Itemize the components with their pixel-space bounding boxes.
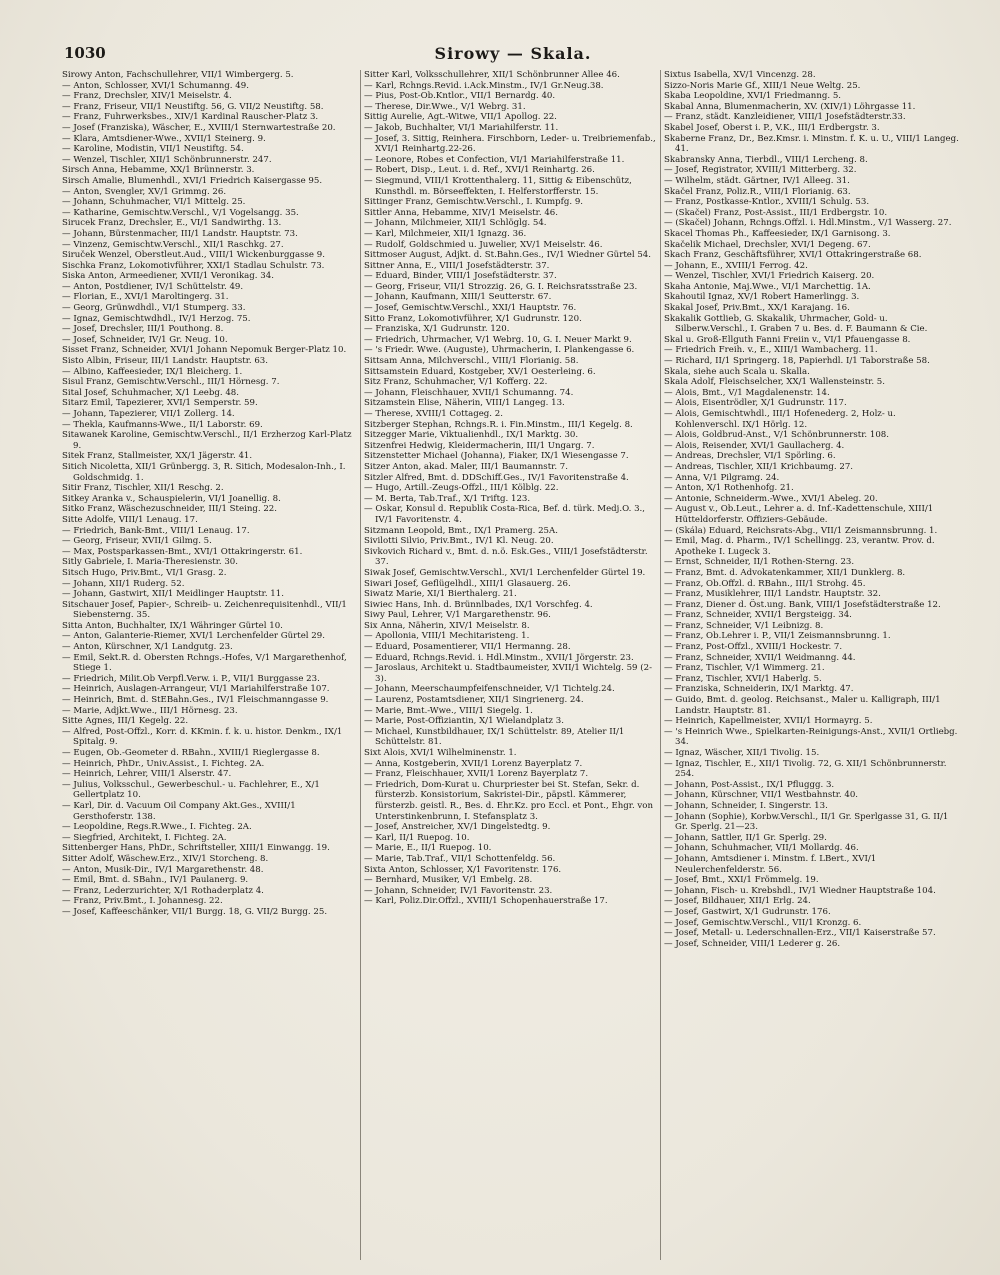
directory-entry: — Alois, Eisentrödler, X/1 Gudrunstr. 117. (664, 398, 847, 409)
directory-entry: — Ignaz, Gemischtwdhdl., IV/1 Herzog. 75. (62, 313, 251, 324)
directory-entry: — Josef, Schneider, IV/1 Gr. Neug. 10. (62, 334, 228, 345)
directory-entry: — Josef, Anstreicher, XV/1 Dingelstedtg. 9. (364, 822, 551, 833)
directory-entry: Sitzenstetter Michael (Johanna), Fiaker, IX/1 Wiesengasse 7. (364, 451, 629, 462)
directory-entry: Sirsch Amalie, Blumenhdl., XVI/1 Friedrich Kaisergasse 95. (62, 175, 323, 186)
directory-entry: — Johann, Schuhmacher, VII/1 Mollardg. 46. (664, 843, 859, 854)
directory-entry: Sitz Franz, Schuhmacher, V/1 Kofferg. 22. (364, 377, 548, 388)
page-number: 1030 (64, 44, 106, 62)
directory-entry: — Laurenz, Postamtsdiener, XII/1 Singrienerg. 24. (364, 695, 584, 706)
directory-entry: — Friedrich, Uhrmacher, V/1 Webrg. 10, G. I. Neuer Markt 9. (364, 334, 632, 345)
directory-entry: Sitek Franz, Stallmeister, XX/1 Jägerstr. 41. (62, 451, 253, 462)
directory-entry: — Josef, Schneider, VIII/1 Lederer g. 26. (664, 938, 841, 949)
directory-entry: Skačel Franz, Poliz.R., VIII/1 Florianig. 63. (664, 186, 851, 197)
directory-entry: — (Skačel) Franz, Post-Assist., III/1 Erdbergstr. 10. (664, 207, 888, 218)
directory-entry: Sisul Franz, Gemischtw.Verschl., III/1 Hörnesg. 7. (62, 377, 280, 388)
directory-entry: — Heinrich, PhDr., Univ.Assist., I. Fichteg. 2A. (62, 758, 265, 769)
directory-entry: — Therese, XVIII/1 Cottageg. 2. (364, 409, 503, 419)
directory-entry: — Heinrich, Bmt. d. StEBahn.Ges., IV/1 Fleischmanngasse 9. (62, 695, 329, 706)
directory-entry: — Alois, Gemischtwhdl., III/1 Hofenederg. 2, Holz- u. Kohlenverschl. IX/1 Hörlg. 12. (664, 409, 896, 430)
directory-entry: — Josef, Gastwirt, X/1 Gudrunstr. 176. (664, 906, 831, 917)
column-divider (660, 70, 661, 1260)
directory-entry: — Anton, Galanterie-Riemer, XVI/1 Lerchenfelder Gürtel 29. (62, 631, 325, 642)
directory-entry: — Josef, Drechsler, III/1 Pouthong. 8. (62, 324, 224, 335)
directory-entry: — Emil, Bmt. d. SBahn., IV/1 Paulanerg. 9. (62, 875, 249, 886)
directory-entry: Sizzo-Noris Marie Gf., XIII/1 Neue Weltg. 25. (664, 80, 861, 91)
directory-entry: — Franz, Post-Offzl., XVIII/1 Hockestr. 7. (664, 642, 843, 653)
directory-entry: — Franz, Ob.Offzl. d. RBahn., III/1 Strohg. 45. (664, 578, 866, 589)
directory-entry: Siwatz Marie, XI/1 Bierthalerg. 21. (364, 589, 517, 600)
directory-entry: — Vinzenz, Gemischtw.Verschl., XII/1 Raschkg. 27. (62, 239, 284, 250)
directory-entry: Sitly Gabriele, I. Maria-Theresienstr. 30. (62, 557, 238, 568)
directory-entry: — Thekla, Kaufmanns-Wwe., II/1 Laborstr. 69. (62, 419, 263, 430)
directory-entry: — Leonore, Robes et Confection, VI/1 Mariahilferstraße 11. (364, 154, 625, 165)
directory-entry: Skach Franz, Geschäftsführer, XVI/1 Ottakringerstraße 68. (664, 250, 922, 261)
directory-entry: — Anton, Musik-Dir., IV/1 Margarethenstr. 48. (62, 864, 264, 875)
directory-entry: — Andreas, Tischler, XII/1 Krichbaumg. 27. (664, 461, 854, 472)
directory-entry: Skaha Antonie, Maj.Wwe., VI/1 Marchettig. 1A. (664, 281, 871, 292)
directory-entry: — (Skála) Eduard, Reichsrats-Abg., VII/1 Zeismannsbrunng. 1. (664, 525, 938, 536)
directory-entry: — Franz, Tischler, XVI/1 Haberlg. 5. (664, 673, 822, 684)
directory-entry: — Josef, Kaffeeschänker, VII/1 Burgg. 18, G. VII/2 Burgg. 25. (62, 906, 328, 917)
directory-entry: Sirowy Anton, Fachschullehrer, VII/1 Wimbergerg. 5. (62, 70, 294, 80)
directory-entry: — Georg, Friseur, VII/1 Strozzig. 26, G. I. Reichsratsstraße 23. (364, 281, 638, 292)
directory-entry: — Johann, XII/1 Ruderg. 52. (62, 578, 185, 589)
directory-entry: Six Anna, Näherin, XIV/1 Meiselstr. 8. (364, 620, 530, 631)
directory-entry: — Johann (Sophie), Korbw.Verschl., II/1 Gr. Sperlgasse 31, G. II/1 Gr. Sperlg. 21—23. (664, 811, 949, 833)
directory-entry: — 's Friedr. Wwe. (Auguste), Uhrmacherin, I. Plankengasse 6. (364, 345, 635, 356)
directory-entry: — Josef, Bildhauer, XII/1 Erlg. 24. (664, 896, 811, 907)
directory-entry: — Friedrich, Dom-Kurat u. Churpriester bei St. Stefan, Sekr. d. fürsterzb. Konsistorium, Sakristei-Dir., päpstl. Kämmerer, fürsterzb. geistl. R., Bes. d. Ehr.Kz. pro Eccl. et Pont., Ehgr. von Unterstinkenbrunn, I. Stefansplatz 3. (364, 779, 653, 822)
directory-entry: — Karl, Milchmeier, XII/1 Ignazg. 36. (364, 228, 527, 239)
directory-entry: — Franz, Musiklehrer, III/1 Landstr. Hauptstr. 32. (664, 589, 881, 600)
directory-entry: Sittig Aurelie, Agt.-Witwe, VII/1 Apollog. 22. (364, 112, 557, 123)
directory-entry: Sitschauer Josef, Papier-, Schreib- u. Zeichenrequisitenhdl., VII/1 Siebensterng. 35. (62, 599, 347, 621)
directory-entry: — Johann, Tapezierer, VII/1 Zollerg. 14. (62, 409, 235, 419)
directory-entry: Sitter Karl, Volksschullehrer, XII/1 Schönbrunner Allee 46. (364, 70, 620, 80)
directory-entry: — Johann, Bürstenmacher, III/1 Landstr. Hauptstr. 73. (62, 228, 298, 239)
directory-entry: — Johann, Schuhmacher, VI/1 Mittelg. 25. (62, 197, 246, 208)
directory-entry: — Anton, Kürschner, X/1 Landgutg. 23. (62, 642, 233, 653)
directory-entry: Sittsam Anna, Milchverschl., VIII/1 Florianig. 58. (364, 356, 579, 367)
directory-entry: — Franz, Postkasse-Kntlor., XVIII/1 Schulg. 53. (664, 197, 870, 208)
directory-entry: — Alois, Bmt., V/1 Magdalenenstr. 14. (664, 387, 830, 398)
column-divider (360, 70, 361, 1260)
directory-entry: — Franz, Drechsler, XIV/1 Meiselstr. 4. (62, 91, 232, 102)
directory-entry: — Andreas, Drechsler, VI/1 Spörling. 6. (664, 451, 836, 462)
directory-entry: — Karl, II/1 Ruepog. 10. (364, 832, 470, 843)
directory-entry: Sivilotti Silvio, Priv.Bmt., IV/1 Kl. Neug. 20. (364, 536, 554, 547)
directory-entry: — Apollonia, VIII/1 Mechitaristeng. 1. (364, 631, 530, 642)
directory-entry: — Wilhelm, städt. Gärtner, IV/1 Alleeg. 31. (664, 175, 850, 186)
directory-entry: Sisto Albin, Friseur, III/1 Landstr. Hauptstr. 63. (62, 356, 268, 367)
directory-entry: — Franziska, X/1 Gudrunstr. 120. (364, 324, 510, 335)
directory-entry: Siwak Josef, Gemischtw.Verschl., XVI/1 Lerchenfelder Gürtel 19. (364, 567, 646, 578)
directory-entry: Sitzenfrei Hedwig, Kleidermacherin, III/1 Ungarg. 7. (364, 440, 595, 451)
column-2 (364, 70, 660, 1260)
directory-entry: — Friedrich Freih. v., E., XIII/1 Wambacherg. 11. (664, 345, 878, 356)
directory-entry: Skabal Anna, Blumenmacherin, XV. (XIV/1) Löhrgasse 11. (664, 101, 916, 112)
directory-entry: Skakalik Gottlieb, G. Skakalik, Uhrmacher, Gold- u. Silberw.Verschl., I. Graben 7 u. Bes. d. F. Baumann & Cie. (664, 313, 928, 335)
directory-entry: — Emil, Mag. d. Pharm., IV/1 Schellingg. 23, verantw. Prov. d. Apotheke I. Lugeck 3. (664, 536, 935, 557)
directory-entry: — Klara, Amtsdiener-Wwe., XVII/1 Steinerg. 9. (62, 133, 266, 144)
directory-entry: — Eduard, Posamentierer, VII/1 Hermanng. 28. (364, 642, 571, 653)
directory-entry: — Johann, Post-Assist., IX/1 Pfluggg. 3. (664, 779, 835, 790)
directory-entry: Sixt Alois, XVI/1 Wilhelminenstr. 1. (364, 748, 517, 758)
directory-entry: — Guido, Bmt. d. geolog. Reichsanst., Maler u. Kalligraph, III/1 Landstr. Hauptstr. 81. (664, 695, 941, 716)
page-header (64, 44, 962, 66)
directory-entry: Skahoutil Ignaz, XV/1 Robert Hamerlingg. 3. (664, 292, 860, 303)
directory-entry: — Franz, städt. Kanzleidiener, VIII/1 Josefstädterstr.33. (664, 112, 906, 123)
directory-entry: — Anton, Postdiener, IV/1 Schüttelstr. 49. (62, 281, 244, 292)
directory-entry: — M. Berta, Tab.Traf., X/1 Triftg. 123. (364, 493, 531, 504)
directory-entry: — Friedrich, Bank-Bmt., VIII/1 Lenaug. 17. (62, 525, 250, 536)
directory-entry: Sitzler Alfred, Bmt. d. DDSchiff.Ges., IV/1 Favoritenstraße 4. (364, 472, 629, 483)
directory-entry: — Marie, Adjkt.Wwe., III/1 Hörnesg. 23. (62, 705, 238, 716)
directory-entry: Sittner Anna, E., VIII/1 Josefstädterstr. 37. (364, 260, 550, 271)
directory-entry: Sitto Franz, Lokomotivführer, X/1 Gudrunstr. 120. (364, 313, 582, 324)
directory-entry: — Therese, Dir.Wwe., V/1 Webrg. 31. (364, 101, 526, 112)
directory-entry: Skabel Josef, Oberst i. P., V.K., III/1 Erdbergstr. 3. (664, 122, 880, 133)
directory-entry: — Eugen, Ob.-Geometer d. RBahn., XVIII/1 Rieglergasse 8. (62, 748, 320, 758)
page-title: Sirowy — Skala. (434, 44, 592, 63)
directory-entry: — Michael, Kunstbildhauer, IX/1 Schüttelstr. 89, Atelier II/1 Schüttelstr. 81. (364, 726, 625, 748)
directory-entry: — Franz, Priv.Bmt., I. Johannesg. 22. (62, 896, 223, 907)
directory-entry: — Franz, Diener d. Öst.ung. Bank, VIII/1 Josefstädterstraße 12. (664, 599, 941, 610)
directory-entry: — Marie, Post-Offiziantin, X/1 Wielandplatz 3. (364, 716, 564, 727)
directory-entry: — Richard, II/1 Springerg. 18, Papierhdl. I/1 Taborstraße 58. (664, 356, 930, 367)
directory-entry: — Wenzel, Tischler, XVI/1 Friedrich Kaiserg. 20. (664, 271, 875, 282)
directory-entry: Sisset Franz, Schneider, XVI/1 Johann Nepomuk Berger-Platz 10. (62, 345, 347, 356)
directory-entry: Sitzmann Leopold, Bmt., IX/1 Pramerg. 25A. (364, 525, 558, 536)
directory-entry: — 's Heinrich Wwe., Spielkarten-Reinigungs-Anst., XVII/1 Ortliebg. 34. (664, 726, 958, 748)
directory-entry: Skakal Josef, Priv.Bmt., XX/1 Karajang. 16. (664, 303, 850, 314)
directory-entry: — Emil, Sekt.R. d. Obersten Rchngs.-Hofes, V/1 Margarethenhof, Stiege 1. (62, 652, 347, 674)
directory-entry: — Johann, Fleischhauer, XVII/1 Schumanng. 74. (364, 387, 574, 398)
directory-entry: — Anton, X/1 Rothenhofg. 21. (664, 483, 794, 494)
directory-entry: — Josef, Registrator, XVIII/1 Mitterberg. 32. (664, 165, 857, 176)
directory-entry: — Ernst, Schneider, II/1 Rothen-Sterng. 23. (664, 557, 855, 568)
directory-entry: — Pius, Post-Ob.Kntlor., VII/1 Bernardg. 40. (364, 91, 556, 102)
directory-entry: — Rudolf, Goldschmied u. Juwelier, XV/1 Meiselstr. 46. (364, 239, 603, 250)
directory-entry: — Josef (Franziska), Wäscher, E., XVIII/1 Sternwartestraße 20. (62, 122, 336, 133)
directory-entry: — Franz, Schneider, V/1 Leibnizg. 8. (664, 620, 824, 631)
directory-entry: — Franz, Fleischhauer, XVII/1 Lorenz Bayerplatz 7. (364, 769, 589, 780)
column-3 (664, 70, 960, 1260)
directory-entry: — Siegmund, VIII/1 Krottenthalerg. 11, Sittig & Eibenschütz, Kunsthdl. m. Börseeffekten, I. Helferstorfferstr. 15. (364, 175, 632, 197)
directory-entry: — Anton, Schlosser, XVI/1 Schumanng. 49. (62, 80, 249, 91)
directory-entry: — Alois, Goldbrud-Anst., V/1 Schönbrunnerstr. 108. (664, 430, 889, 441)
directory-entry: Sital Josef, Schuhmacher, X/1 Leebg. 48. (62, 387, 240, 398)
directory-entry: Skacel Thomas Ph., Kaffeesieder, IX/1 Garnisong. 3. (664, 228, 891, 239)
directory-entry: Sirsch Anna, Hebamme, XX/1 Brünnerstr. 3. (62, 165, 255, 176)
directory-entry: Sittler Anna, Hebamme, XIV/1 Meiselstr. 46. (364, 207, 558, 218)
directory-entry: — Heinrich, Auslagen-Arrangeur, VI/1 Mariahilferstraße 107. (62, 684, 330, 695)
directory-entry: Skaberne Franz, Dr., Bez.Kmsr. i. Minstm. f. K. u. U., VIII/1 Langeg. 41. (664, 133, 959, 155)
directory-entry: — Oskar, Konsul d. Republik Costa-Rica, Bef. d. türk. Medj.O. 3., IV/1 Favoritenstr. 4. (364, 504, 646, 525)
directory-entry: Sitawanek Karoline, Gemischtw.Verschl., II/1 Erzherzog Karl-Platz 9. (62, 430, 352, 451)
directory-entry: — Johann, Amtsdiener i. Minstm. f. LBert., XVI/1 Neulerchenfelderstr. 56. (664, 853, 877, 875)
directory-entry: Sixtus Isabella, XV/1 Vincenzg. 28. (664, 70, 816, 80)
directory-entry: — Robert, Disp., Leut. i. d. Ref., XVI/1 Reinhartg. 26. (364, 165, 595, 176)
directory-entry: — Franz, Schneider, XVII/1 Bergsteigg. 34. (664, 610, 852, 621)
directory-entry: — Franziska, Schneiderin, IX/1 Marktg. 47. (664, 684, 854, 695)
directory-entry: — Johann, Meerschaumpfeifenschneider, V/1 Tichtelg.24. (364, 684, 615, 695)
directory-entry: — Johann, Fisch- u. Krebshdl., IV/1 Wiedner Hauptstraße 104. (664, 885, 936, 896)
directory-entry: — Franz, Fuhrwerksbes., XIV/1 Kardinal Rauscher-Platz 3. (62, 112, 319, 123)
directory-entry: Skaba Leopoldine, XVI/1 Friedmanng. 5. (664, 91, 842, 102)
directory-entry: Sitsch Hugo, Priv.Bmt., VI/1 Grasg. 2. (62, 567, 227, 578)
directory-entry: — Marie, Bmt.-Wwe., VIII/1 Siegelg. 1. (364, 705, 533, 716)
directory-entry: — Heinrich, Kapellmeister, XVII/1 Hormayrg. 5. (664, 716, 873, 727)
directory-entry: Sivkovich Richard v., Bmt. d. n.ö. Esk.Ges., VIII/1 Josefstädterstr. 37. (364, 546, 648, 568)
directory-entry: — Johann, Schneider, I. Singerstr. 13. (664, 800, 828, 811)
directory-entry: — Ignaz, Tischler, E., XII/1 Tivolig. 72, G. XII/1 Schönbrunnerstr. 254. (664, 758, 947, 780)
directory-entry: — Katharine, Gemischtw.Verschl., V/1 Vogelsangg. 35. (62, 207, 299, 218)
directory-entry: — Antonie, Schneiderm.-Wwe., XVI/1 Abeleg. 20. (664, 493, 878, 504)
directory-entry: — Karl, Dir. d. Vacuum Oil Company Akt.Ges., XVIII/1 Gersthoferstr. 138. (62, 800, 296, 822)
directory-entry: — Johann, Schneider, IV/1 Favoritenstr. 23. (364, 885, 553, 896)
directory-entry: — Johann, E., XVIII/1 Ferrog. 42. (664, 260, 808, 271)
directory-entry: — Johann, Kürschner, VII/1 Westbahnstr. 40. (664, 790, 859, 801)
directory-entry: — Johann, Sattler, II/1 Gr. Sperlg. 29. (664, 832, 827, 843)
directory-entry: Sitich Nicoletta, XII/1 Grünbergg. 3, R. Sitich, Modesalon-Inh., I. Goldschmidg. 1. (62, 461, 346, 483)
directory-entry: — Alfred, Post-Offzl., Korr. d. KKmin. f. k. u. histor. Denkm., IX/1 Spitalg. 9. (62, 726, 343, 748)
directory-entry: — Anton, Svengler, XV/1 Grimmg. 26. (62, 186, 227, 197)
directory-entry: — Eduard, Binder, VIII/1 Josefstädterstr. 37. (364, 271, 557, 282)
directory-entry: Sittsamstein Eduard, Kostgeber, XV/1 Oesterleing. 6. (364, 366, 596, 377)
directory-entry: — Marie, E., II/1 Ruepog. 10. (364, 843, 492, 854)
directory-entry: — Heinrich, Lehrer, VIII/1 Alserstr. 47. (62, 769, 232, 780)
directory-entry: — Max, Postsparkassen-Bmt., XVI/1 Ottakringerstr. 61. (62, 546, 303, 557)
directory-entry: — (Skačel) Johann, Rchngs.Offzl. i. Hdl.Minstm., V/1 Wasserg. 27. (664, 218, 952, 229)
directory-entry: — Franz, Friseur, VII/1 Neustiftg. 56, G. VII/2 Neustiftg. 58. (62, 101, 324, 112)
directory-entry: — Julius, Volksschul., Gewerbeschul.- u. Fachlehrer, E., X/1 Gellertplatz 10. (62, 779, 320, 801)
directory-entry: Sitte Agnes, III/1 Kegelg. 22. (62, 716, 189, 727)
directory-entry: — Johann, Milchmeier, XII/1 Schlöglg. 54. (364, 218, 547, 229)
directory-entry: — Karl, Rchngs.Revid. i.Ack.Minstm., IV/1 Gr.Neug.38. (364, 80, 604, 91)
directory-entry: — Ignaz, Wäscher, XII/1 Tivolig. 15. (664, 748, 820, 758)
directory-entry: Sitte Adolfe, VIII/1 Lenaug. 17. (62, 514, 198, 525)
directory-entry: Siska Anton, Armeediener, XVII/1 Veronikag. 34. (62, 271, 274, 282)
directory-entry: — August v., Ob.Leut., Lehrer a. d. Inf.-Kadettenschule, XIII/1 Hütteldorferstr. Offiziers-Gebäude. (664, 504, 934, 525)
directory-entry: Skabransky Anna, Tierbdl., VIII/1 Lercheng. 8. (664, 154, 868, 165)
directory-entry: Skačelik Michael, Drechsler, XVI/1 Degeng. 67. (664, 239, 871, 250)
directory-entry: — Florian, E., XVI/1 Maroltingerg. 31. (62, 292, 229, 303)
directory-entry: Sitzer Anton, akad. Maler, III/1 Baumannstr. 7. (364, 461, 568, 472)
directory-entry: — Johann, Kaufmann, XIII/1 Seutterstr. 67. (364, 292, 552, 303)
column-1 (62, 70, 358, 1260)
directory-entry: — Franz, Bmt. d. Advokatenkammer, XII/1 Dunklerg. 8. (664, 567, 906, 578)
directory-entry: — Franz, Schneider, XVII/1 Weidmanng. 44. (664, 652, 856, 663)
directory-entry: — Alois, Reisender, XVI/1 Gaullacherg. 4. (664, 440, 845, 451)
directory-entry: Sischka Franz, Lokomotivführer, XXI/1 Stadlau Schulstr. 73. (62, 260, 325, 271)
directory-entry: Sixta Anton, Schlosser, X/1 Favoritenstr. 176. (364, 864, 562, 875)
directory-entry: — Karl, Poliz.Dir.Offzl., XVIII/1 Schopenhauerstraße 17. (364, 896, 608, 907)
directory-entry: — Anna, Kostgeberin, XVII/1 Lorenz Bayerplatz 7. (364, 758, 583, 769)
directory-entry: Sitzamstein Elise, Näherin, VIII/1 Langeg. 13. (364, 398, 565, 409)
directory-entry: — Albino, Kaffeesieder, IX/1 Bleicherg. 1. (62, 366, 243, 377)
directory-entry: — Franz, Tischler, V/1 Wimmerg. 21. (664, 663, 825, 674)
directory-entry: — Johann, Gastwirt, XII/1 Meidlinger Hauptstr. 11. (62, 589, 284, 600)
directory-entry: Siwari Josef, Geflügelhdl., XIII/1 Glasauerg. 26. (364, 578, 571, 589)
directory-entry: Sirucek Franz, Drechsler, E., VI/1 Sandwirthg. 13. (62, 218, 282, 229)
directory-entry: — Marie, Tab.Traf., VII/1 Schottenfeldg. 56. (364, 853, 556, 864)
directory-entry: Skal u. Groß-Ellguth Fanni Freiin v., VI/1 Pfauengasse 8. (664, 334, 911, 345)
directory-entry: — Georg, Grünwdhdl., VI/1 Stumperg. 33. (62, 303, 246, 314)
directory-entry: — Hugo, Artill.-Zeugs-Offzl., III/1 Kölblg. 22. (364, 483, 559, 494)
directory-entry: — Wenzel, Tischler, XII/1 Schönbrunnerstr. 247. (62, 154, 272, 165)
directory-entry: — Friedrich, Milit.Ob Verpfl.Verw. i. P., VII/1 Burggasse 23. (62, 673, 320, 684)
directory-entry: Siwiec Hans, Inh. d. Brünnlbades, IX/1 Vorschfeg. 4. (364, 599, 593, 610)
directory-entry: — Jakob, Buchhalter, VI/1 Mariahilferstr. 11. (364, 122, 559, 133)
directory-entry: Siwy Paul, Lehrer, V/1 Margarethenstr. 96. (364, 610, 551, 621)
directory-entry: — Bernhard, Musiker, V/1 Embelg. 28. (364, 875, 533, 886)
directory-entry: Sittinger Franz, Gemischtw.Verschl., I. Kumpfg. 9. (364, 197, 584, 208)
directory-entry: — Anna, V/1 Pilgramg. 24. (664, 472, 780, 483)
directory-entry: Sitzberger Stephan, Rchngs.R. i. Fin.Minstm., III/1 Kegelg. 8. (364, 419, 633, 430)
directory-entry: — Georg, Friseur, XVII/1 Gilmg. 5. (62, 536, 212, 547)
directory-entry: Skala Adolf, Fleischselcher, XX/1 Wallensteinstr. 5. (664, 377, 885, 388)
directory-entry: Sittenberger Hans, PhDr., Schriftsteller, XIII/1 Einwangg. 19. (62, 843, 330, 854)
directory-entry: Sitarz Emil, Tapezierer, XVI/1 Semperstr. 59. (62, 398, 258, 409)
directory-entry: — Josef, Bmt., XXI/1 Frömmelg. 19. (664, 875, 819, 886)
directory-entry: Sitta Anton, Buchhalter, IX/1 Währinger Gürtel 10. (62, 620, 283, 631)
directory-entry: Sitzegger Marie, Viktualienhdl., IX/1 Marktg. 30. (364, 430, 579, 441)
directory-entry: Siruček Wenzel, Oberstleut.Aud., VIII/1 Wickenburggasse 9. (62, 250, 325, 261)
directory-entry: — Josef, Gemischtw.Verschl., XXI/1 Hauptstr. 76. (364, 303, 577, 314)
directory-entry: — Franz, Lederzurichter, X/1 Rothaderplatz 4. (62, 885, 264, 896)
directory-entry: Sitko Franz, Wäschezuschneider, III/1 Steing. 22. (62, 504, 277, 515)
directory-entry: Sitter Adolf, Wäschew.Erz., XIV/1 Storcheng. 8. (62, 853, 269, 864)
directory-entry: — Josef, 3. Sittig, Reinhera. Firschborn, Leder- u. Treibriemenfab., XVI/1 Reinhartg.22-26. (364, 133, 656, 155)
directory-entry: Sitir Franz, Tischler, XII/1 Reschg. 2. (62, 483, 224, 494)
directory-entry: — Jaroslaus, Architekt u. Stadtbaumeister, XVII/1 Wichtelg. 59 (2-3). (364, 663, 652, 684)
directory-entry: Sitkey Aranka v., Schauspielerin, VI/1 Joanellig. 8. (62, 493, 281, 504)
directory-entry: — Eduard, Rchngs.Revid. i. Hdl.Minstm., XVII/1 Jörgerstr. 23. (364, 652, 634, 663)
directory-entry: — Josef, Gemischtw.Verschl., VII/1 Kronzg. 6. (664, 917, 862, 928)
directory-entry: — Siegfried, Architekt, I. Fichteg. 2A. (62, 832, 227, 843)
directory-entry: — Leopoldine, Regs.R.Wwe., I. Fichteg. 2A. (62, 822, 252, 833)
directory-entry: — Franz, Ob.Lehrer i. P., VII/1 Zeismannsbrunng. 1. (664, 631, 891, 642)
directory-entry: — Karoline, Modistin, VII/1 Neustiftg. 54. (62, 144, 244, 155)
directory-entry: — Josef, Metall- u. Lederschnallen-Erz., VII/1 Kaiserstraße 57. (664, 928, 936, 939)
directory-entry: Skala, siehe auch Scala u. Skalla. (664, 366, 810, 377)
directory-entry: Sittmoser August, Adjkt. d. St.Bahn.Ges., IV/1 Wiedner Gürtel 54. (364, 250, 652, 261)
